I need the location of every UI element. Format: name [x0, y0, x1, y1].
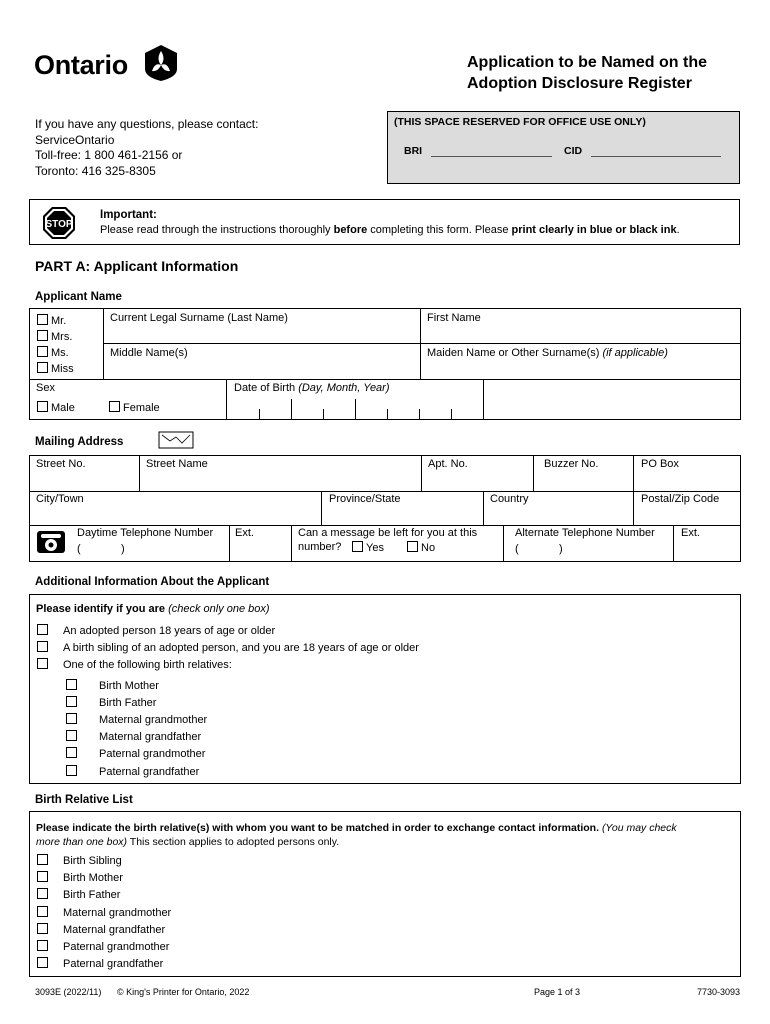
cid-field — [591, 156, 721, 157]
office-use-box — [387, 111, 740, 184]
mailing-address-heading: Mailing Address — [35, 436, 124, 448]
additional-info-box — [29, 594, 741, 784]
message-question-2: number? — [298, 541, 342, 553]
page-number: Page 1 of 3 — [534, 987, 581, 997]
title-miss[interactable]: Miss — [37, 362, 74, 375]
option-adopted-person[interactable]: An adopted person 18 years of age or older — [37, 624, 275, 637]
trillium-logo-icon — [141, 43, 181, 83]
message-no[interactable]: No — [407, 541, 435, 554]
title-ms[interactable]: Ms. — [37, 346, 69, 359]
mrs-checkbox[interactable] — [37, 330, 48, 341]
applicant-name-heading: Applicant Name — [35, 291, 122, 303]
contact-info: If you have any questions, please contact: ServiceOntario Toll-free: 1 800 461-2156 or Toronto: 416 325-8305 — [35, 117, 259, 178]
relative-birth-mother[interactable]: Birth Mother — [66, 679, 159, 692]
cid-label: CID — [564, 145, 583, 157]
title-mrs[interactable]: Mrs. — [37, 330, 72, 343]
additional-info-heading: Additional Information About the Applicant — [35, 576, 270, 588]
form-code: 7730-3093 — [697, 987, 741, 997]
list-maternal-grandmother-checkbox[interactable] — [37, 906, 48, 917]
birth-list-instruction: Please indicate the birth relative(s) with whom you want to be matched in order to exchange contact information. (You may check more than one box) This section applies to adopted persons only. — [36, 822, 677, 848]
message-question: Can a message be left for you at this — [298, 527, 478, 539]
street-name-field[interactable]: Street Name — [146, 458, 208, 470]
option-birth-sibling[interactable]: A birth sibling of an adopted person, and you are 18 years of age or older — [37, 641, 419, 654]
bri-label: BRI — [404, 145, 423, 157]
paternal-grandfather-checkbox[interactable] — [66, 765, 77, 776]
stop-sign-icon — [42, 206, 76, 240]
male-checkbox[interactable] — [37, 401, 48, 412]
title-mr[interactable]: Mr. — [37, 314, 66, 327]
list-paternal-grandmother-checkbox[interactable] — [37, 940, 48, 951]
form-title: Application to be Named on the Adoption Disclosure Register — [467, 54, 708, 92]
ontario-logo-text: Ontario — [34, 50, 128, 80]
list-maternal-grandfather[interactable]: Maternal grandfather — [37, 923, 165, 936]
middle-name-field[interactable]: Middle Name(s) — [110, 347, 188, 359]
message-yes[interactable]: Yes — [352, 541, 384, 554]
apt-no-field[interactable]: Apt. No. — [428, 458, 468, 470]
buzzer-no-field[interactable]: Buzzer No. — [544, 458, 599, 470]
yes-checkbox[interactable] — [352, 541, 363, 552]
part-a-title: PART A: Applicant Information — [35, 258, 239, 274]
relative-maternal-grandfather[interactable]: Maternal grandfather — [66, 730, 201, 743]
city-field[interactable]: City/Town — [36, 493, 84, 505]
daytime-phone-field[interactable]: Daytime Telephone Number — [77, 527, 214, 539]
maternal-grandmother-checkbox[interactable] — [66, 713, 77, 724]
list-birth-sibling[interactable]: Birth Sibling — [37, 854, 122, 867]
important-notice — [29, 199, 740, 245]
telephone-icon — [36, 530, 66, 554]
province-field[interactable]: Province/State — [329, 493, 401, 505]
birth-sibling-checkbox[interactable] — [37, 641, 48, 652]
list-birth-mother[interactable]: Birth Mother — [37, 871, 123, 884]
office-use-title: (THIS SPACE RESERVED FOR OFFICE USE ONLY) — [394, 116, 646, 128]
birth-relative-list-box — [29, 811, 741, 977]
list-birth-father-checkbox[interactable] — [37, 888, 48, 899]
no-checkbox[interactable] — [407, 541, 418, 552]
identify-instruction: Please identify if you are (check only one box) — [36, 603, 270, 615]
list-birth-sibling-checkbox[interactable] — [37, 854, 48, 865]
birth-father-checkbox[interactable] — [66, 696, 77, 707]
relative-paternal-grandmother[interactable]: Paternal grandmother — [66, 747, 205, 760]
female-checkbox[interactable] — [109, 401, 120, 412]
country-field[interactable]: Country — [490, 493, 529, 505]
important-heading: Important: — [100, 209, 157, 221]
po-box-field[interactable]: PO Box — [641, 458, 679, 470]
ext-field[interactable]: Ext. — [235, 527, 254, 539]
birth-mother-checkbox[interactable] — [66, 679, 77, 690]
adopted-person-checkbox[interactable] — [37, 624, 48, 635]
maternal-grandfather-checkbox[interactable] — [66, 730, 77, 741]
envelope-icon — [158, 431, 194, 449]
sex-male[interactable]: Male — [37, 401, 75, 414]
bri-field — [431, 156, 552, 157]
alt-ext-field[interactable]: Ext. — [681, 527, 700, 539]
relative-maternal-grandmother[interactable]: Maternal grandmother — [66, 713, 207, 726]
miss-checkbox[interactable] — [37, 362, 48, 373]
birth-relative-checkbox[interactable] — [37, 658, 48, 669]
sex-label: Sex — [36, 382, 55, 394]
birth-relative-list-heading: Birth Relative List — [35, 794, 133, 806]
applicant-name-table — [29, 308, 741, 420]
mailing-address-table — [29, 455, 741, 562]
list-maternal-grandmother[interactable]: Maternal grandmother — [37, 906, 171, 919]
list-paternal-grandfather[interactable]: Paternal grandfather — [37, 957, 163, 970]
sex-female[interactable]: Female — [109, 401, 160, 414]
alt-phone-field[interactable]: Alternate Telephone Number — [515, 527, 655, 539]
list-birth-father[interactable]: Birth Father — [37, 888, 120, 901]
alt-phone-area-close: ) — [559, 543, 563, 555]
option-birth-relative[interactable]: One of the following birth relatives: — [37, 658, 232, 671]
day-phone-area-close: ) — [121, 543, 125, 555]
list-paternal-grandmother[interactable]: Paternal grandmother — [37, 940, 169, 953]
surname-field[interactable]: Current Legal Surname (Last Name) — [110, 312, 288, 324]
street-no-field[interactable]: Street No. — [36, 458, 86, 470]
first-name-field[interactable]: First Name — [427, 312, 481, 324]
copyright: © King's Printer for Ontario, 2022 — [117, 987, 250, 997]
ms-checkbox[interactable] — [37, 346, 48, 357]
list-birth-mother-checkbox[interactable] — [37, 871, 48, 882]
day-phone-area-open: ( — [77, 543, 81, 555]
important-text: Please read through the instructions thoroughly before completing this form. Please print clearly in blue or black ink. — [100, 224, 680, 236]
dob-field[interactable]: Date of Birth (Day, Month, Year) — [234, 382, 390, 394]
form-number: 3093E (2022/11) — [35, 987, 102, 997]
mr-checkbox[interactable] — [37, 314, 48, 325]
alt-phone-area-open: ( — [515, 543, 519, 555]
list-paternal-grandfather-checkbox[interactable] — [37, 957, 48, 968]
svg-text:STOP: STOP — [45, 219, 73, 230]
postal-code-field[interactable]: Postal/Zip Code — [641, 493, 720, 505]
relative-birth-father[interactable]: Birth Father — [66, 696, 156, 709]
relative-paternal-grandfather[interactable]: Paternal grandfather — [66, 765, 199, 778]
list-maternal-grandfather-checkbox[interactable] — [37, 923, 48, 934]
maiden-name-field[interactable]: Maiden Name or Other Surname(s) (if applicable) — [427, 347, 668, 359]
paternal-grandmother-checkbox[interactable] — [66, 747, 77, 758]
